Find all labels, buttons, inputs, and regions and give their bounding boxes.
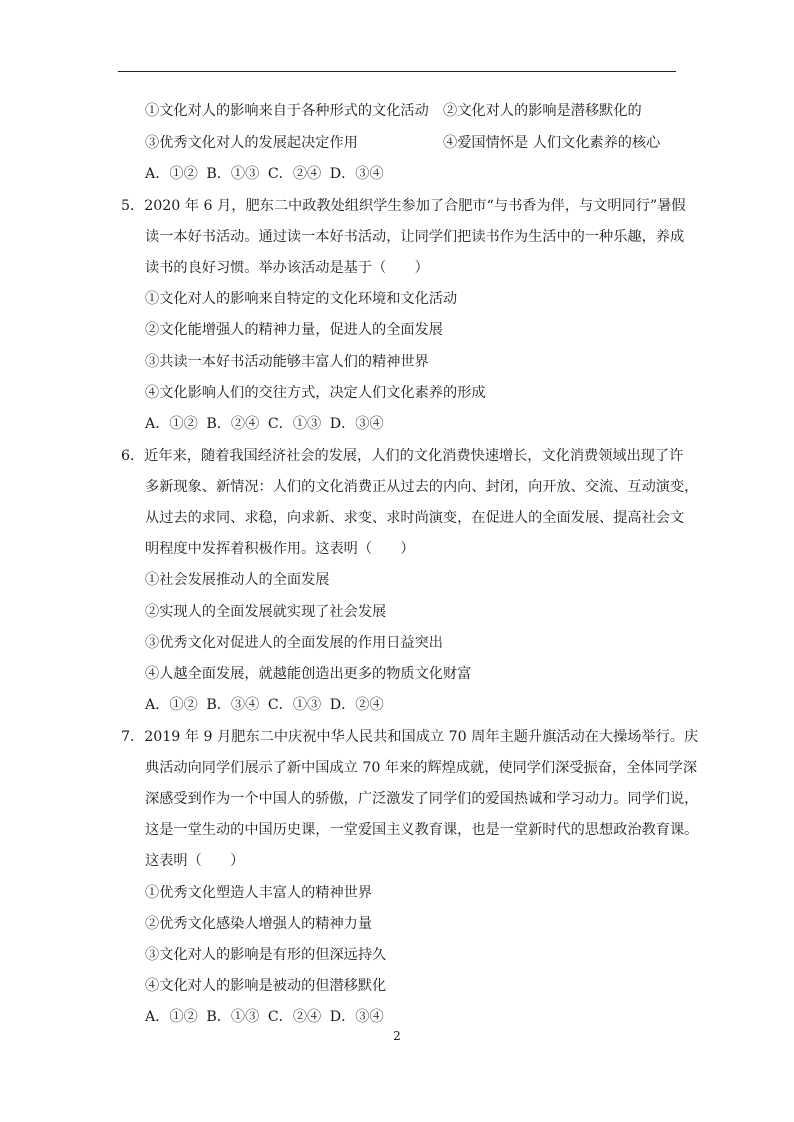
q4-option-1: ①文化对人的影响来自于各种形式的文化活动 (145, 103, 429, 119)
q7-option-2: ②优秀文化感染人增强人的精神力量 (145, 916, 373, 932)
q6-option-4: ④人越全面发展，就越能创造出更多的物质文化财富 (145, 666, 472, 682)
q5-line-3: 读书的良好习惯。举办该活动是基于（ ） (145, 260, 429, 276)
q5-option-4: ④文化影响人们的交往方式，决定人们文化素养的形成 (145, 385, 486, 401)
q7-option-1: ①优秀文化塑造人丰富人的精神世界 (145, 885, 373, 901)
q6-option-2: ②实现人的全面发展就实现了社会发展 (145, 604, 387, 620)
page-number: 2 (393, 1029, 401, 1043)
q6-answers: A．①② B．③④ C．①③ D．②④ (145, 697, 384, 713)
q6-line-2: 多新现象、新情况：人们的文化消费正从过去的内向、封闭，向开放、交流、互动演变， (145, 479, 699, 495)
q6-line-4: 明程度中发挥着积极作用。这表明（ ） (145, 541, 415, 557)
q5-answers: A．①② B．②④ C．①③ D．③④ (145, 416, 384, 432)
q7-line-2: 典活动向同学们展示了新中国成立 70 年来的辉煌成就，使同学们深受振奋，全体同学深 (145, 760, 698, 776)
q5-line-2: 读一本好书活动。通过读一本好书活动，让同学们把读书作为生活中的一种乐趣，养成 (145, 229, 685, 245)
q4-option-2: ②文化对人的影响是潜移默化的 (443, 103, 642, 119)
q7-option-3: ③文化对人的影响是有形的但深远持久 (145, 947, 387, 963)
q5-option-1: ①文化对人的影响来自特定的文化环境和文化活动 (145, 291, 458, 307)
q5-line-1: 5．2020 年 6 月，肥东二中政教处组织学生参加了合肥市“与书香为伴，与文明同行”暑假 (121, 198, 686, 214)
q6-line-3: 从过去的求同、求稳，向求新、求变、求时尚演变，在促进人的全面发展、提高社会文 (145, 510, 685, 526)
q4-option-3: ③优秀文化对人的发展起决定作用 (145, 135, 358, 151)
q6-line-1: 6．近年来，随着我国经济社会的发展，人们的文化消费快速增长，文化消费领域出现了许 (121, 448, 684, 464)
q6-option-3: ③优秀文化对促进人的全面发展的作用日益突出 (145, 635, 443, 651)
q7-line-5: 这表明（ ） (145, 853, 245, 869)
q5-option-3: ③共读一本好书活动能够丰富人们的精神世界 (145, 354, 429, 370)
q7-line-1: 7．2019 年 9 月肥东二中庆祝中华人民共和国成立 70 周年主题升旗活动在大操场举行。庆 (121, 729, 699, 745)
q5-option-2: ②文化能增强人的精神力量，促进人的全面发展 (145, 322, 443, 338)
q4-option-4: ④爱国情怀是 人们文化素养的核心 (443, 135, 661, 151)
q7-line-4: 这是一堂生动的中国历史课，一堂爱国主义教育课，也是一堂新时代的思想政治教育课。 (145, 822, 699, 838)
header-rule (118, 71, 676, 72)
q7-line-3: 深感受到作为一个中国人的骄傲，广泛激发了同学们的爱国热诚和学习动力。同学们说， (145, 791, 699, 807)
q7-answers: A．①② B．①③ C．②④ D．③④ (145, 1009, 384, 1025)
q7-option-4: ④文化对人的影响是被动的但潜移默化 (145, 978, 387, 994)
q6-option-1: ①社会发展推动人的全面发展 (145, 572, 330, 588)
q4-answers: A．①② B．①③ C．②④ D．③④ (145, 166, 384, 182)
